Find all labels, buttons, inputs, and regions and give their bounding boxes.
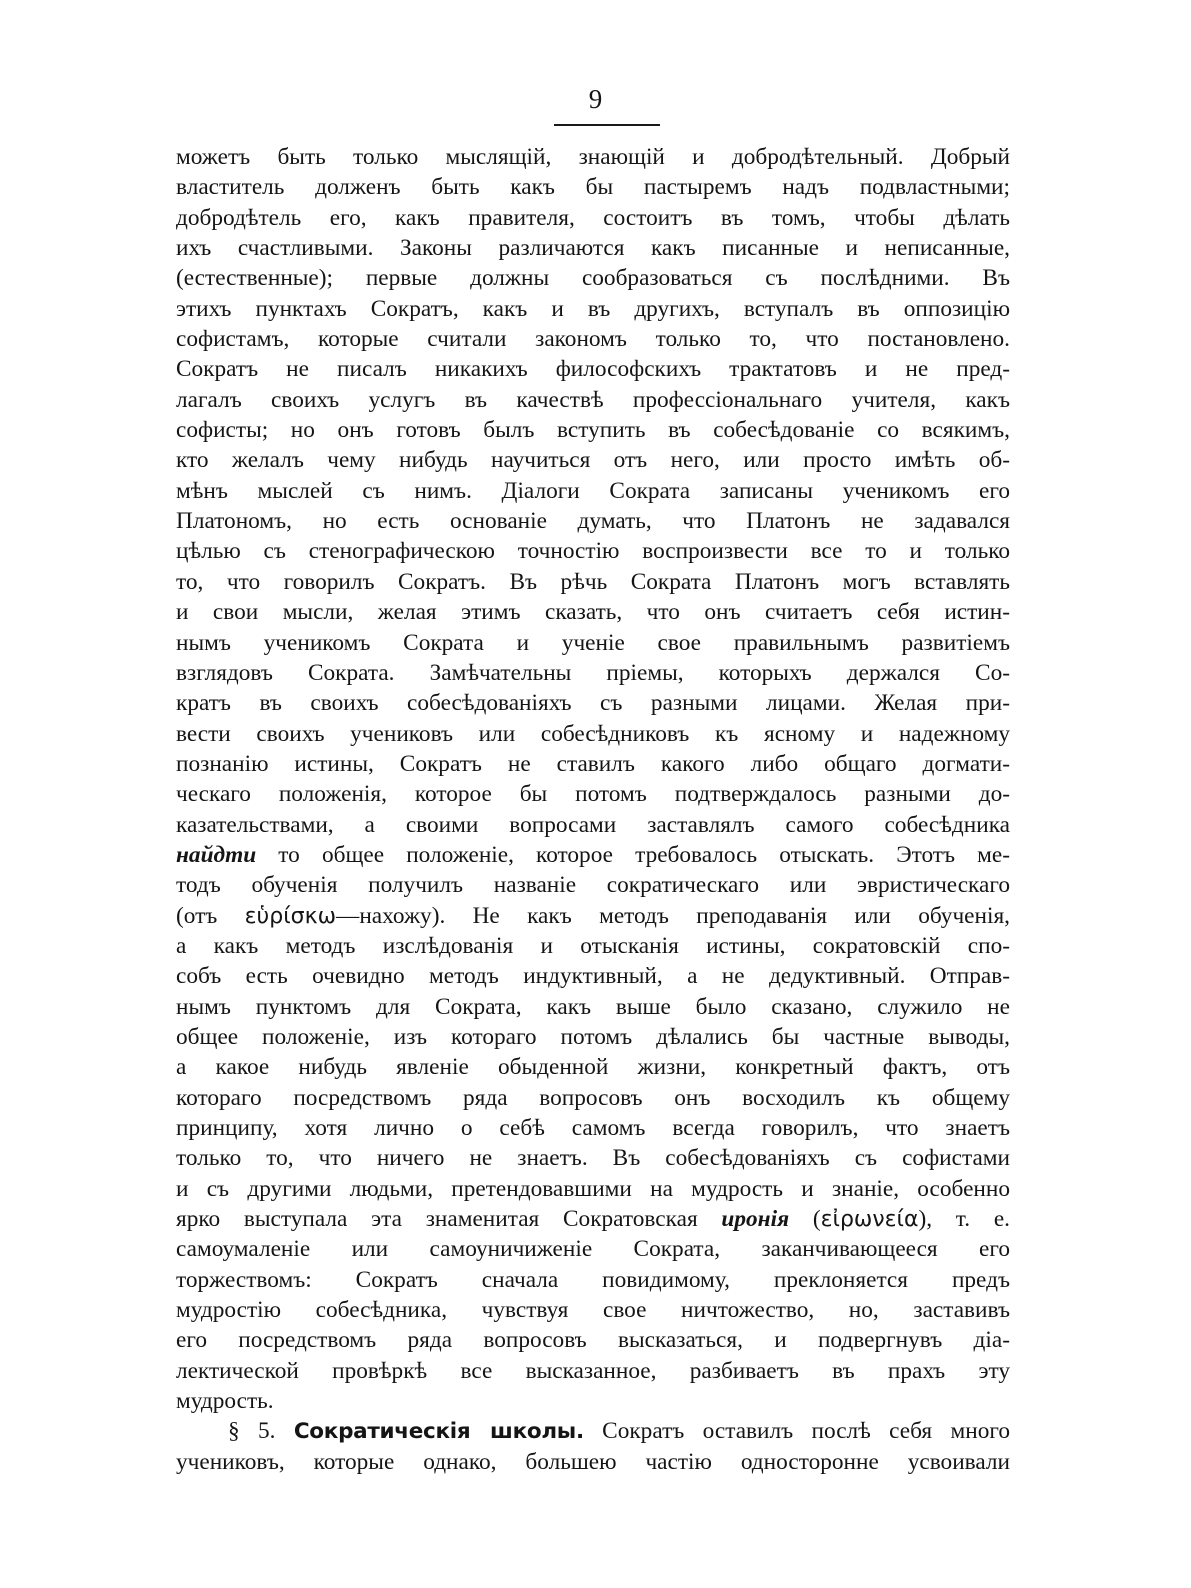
text-run: (отъ (176, 902, 245, 929)
text-line: тодъ обученія получилъ названіе сократическаго или эвристическаго (176, 872, 1010, 899)
text-line: добродѣтель его, какъ правителя, состоитъ въ томъ, чтобы дѣлать (176, 204, 1010, 231)
section-heading-line (176, 1416, 1010, 1446)
text-line: кратъ въ своихъ собесѣдованіяхъ съ разными лицами. Желая при- (176, 690, 1010, 717)
emphasized-word: найдти (176, 841, 257, 868)
text-line: собъ есть очевидно методъ индуктивный, а не дедуктивный. Отправ- (176, 963, 1010, 990)
text-line: софистамъ, которые считали закономъ только то, что постановлено. (176, 326, 1010, 353)
text-line: нымъ ученикомъ Сократа и ученіе свое правильнымъ развитіемъ (176, 629, 1010, 656)
text-line: то, что говорилъ Сократъ. Въ рѣчь Сократа Платонъ могъ вставлять (176, 568, 1010, 595)
text-line: лагалъ своихъ услугъ въ качествѣ профессіональнаго учителя, какъ (176, 386, 1010, 413)
page-number: 9 (588, 84, 603, 114)
text-run: то общее положеніе, которое требовалось отыскать. Этотъ ме- (256, 841, 1010, 868)
text-line: властитель долженъ быть какъ бы пастыремъ надъ подвластными; (176, 174, 1010, 201)
text-line: и свои мысли, желая этимъ сказать, что онъ считаетъ себя истин- (176, 599, 1010, 626)
text-line: можетъ быть только мыслящій, знающій и добродѣтельный. Добрый (176, 144, 1010, 170)
text-line: котораго посредствомъ ряда вопросовъ онъ восходилъ къ общему (176, 1084, 1010, 1111)
emphasized-word: иронія (721, 1206, 790, 1233)
text-line: Платономъ, но есть основаніе думать, что Платонъ не задавался (176, 508, 1010, 535)
greek-word: εἰρωνεία (820, 1207, 919, 1233)
text-line: кто желалъ чему нибудь научиться отъ него, или просто имѣть об- (176, 447, 1010, 474)
text-run: ярко выступала эта знаменитая Сократовская (176, 1206, 722, 1233)
text-line: учениковъ, которые однако, большею частію односторонне усвоивали (176, 1448, 1010, 1475)
text-line: а какое нибудь явленіе обыденной жизни, конкретный фактъ, отъ (176, 1054, 1010, 1081)
text-line: этихъ пунктахъ Сократъ, какъ и въ другихъ, вступалъ въ оппозицію (176, 295, 1010, 322)
text-line: Сократъ не писалъ никакихъ философскихъ трактатовъ и не пред- (176, 356, 1010, 383)
text-line: (естественные); первые должны сообразоваться съ послѣдними. Въ (176, 265, 1010, 292)
section-number: § 5. (228, 1418, 294, 1445)
text-line (176, 901, 1010, 931)
page-number-rule (554, 124, 660, 126)
text-run: —нахожу). Не какъ методъ преподаванія или обученія, (336, 902, 1010, 929)
text-line: общее положеніе, изъ котораго потомъ дѣлались бы частные выводы, (176, 1023, 1010, 1050)
text-line: лектической провѣркѣ все высказанное, разбиваетъ въ прахъ эту (176, 1357, 1010, 1384)
text-line (176, 1204, 1010, 1234)
text-line: софисты; но онъ готовъ былъ вступить въ собесѣдованіе со всякимъ, (176, 417, 1010, 444)
text-line: мудрость. (176, 1388, 274, 1415)
text-line: взглядовъ Сократа. Замѣчательны пріемы, которыхъ держался Со- (176, 659, 1010, 686)
text-line: а какъ методъ изслѣдованія и отысканія истины, сократовскій спо- (176, 932, 1010, 959)
text-line: и съ другими людьми, претендовавшими на мудрость и знаніе, особенно (176, 1175, 1010, 1202)
text-line: только то, что ничего не знаетъ. Въ собесѣдованіяхъ съ софистами (176, 1145, 1010, 1172)
text-line: мудростію собесѣдника, чувствуя свое ничтожество, но, заставивъ (176, 1297, 1010, 1324)
text-run: ), т. е. (918, 1206, 1010, 1233)
body-text (176, 142, 1010, 1477)
text-line: ческаго положенія, которое бы потомъ подтверждалось разными до- (176, 781, 1010, 808)
text-line: торжествомъ: Сократъ сначала повидимому, преклоняется предъ (176, 1266, 1010, 1293)
text-line: познанію истины, Сократъ не ставилъ какого либо общаго догмати- (176, 750, 1010, 777)
text-line: принципу, хотя лично о себѣ самомъ всегда говорилъ, что знаетъ (176, 1115, 1010, 1141)
greek-word: εὑρίσκω (244, 903, 337, 929)
text-line: вести своихъ учениковъ или собесѣдниковъ къ ясному и надежному (176, 720, 1010, 747)
text-line: ихъ счастливыми. Законы различаются какъ писанные и неписанные, (176, 235, 1010, 262)
text-run: Сократъ оставилъ послѣ себя много (583, 1418, 1010, 1445)
text-line: цѣлью съ стенографическою точностію воспроизвести все то и только (176, 538, 1010, 565)
text-line: его посредствомъ ряда вопросовъ высказаться, и подвергнувъ діа- (176, 1327, 1010, 1354)
text-line: самоумаленіе или самоуничиженіе Сократа, заканчивающееся его (176, 1236, 1010, 1263)
text-line: казательствами, а своими вопросами заставлялъ самого собесѣдника (176, 811, 1010, 838)
text-line: мѣнъ мыслей съ нимъ. Діалоги Сократа записаны ученикомъ его (176, 477, 1010, 504)
text-run: ( (789, 1206, 821, 1233)
text-line (176, 840, 1010, 870)
text-line: нымъ пунктомъ для Сократа, какъ выше было сказано, служило не (176, 993, 1010, 1020)
section-title: Сократическія школы. (293, 1419, 584, 1445)
